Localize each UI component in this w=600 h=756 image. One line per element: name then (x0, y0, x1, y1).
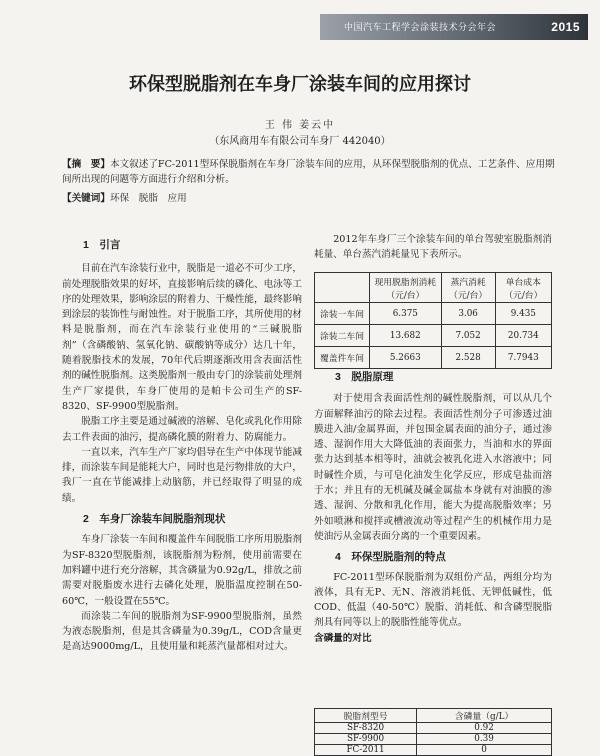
keywords-label: 【关键词】 (62, 193, 110, 204)
table-header-cell: 蒸汽消耗（元/台） (441, 273, 495, 303)
table-row (315, 303, 552, 325)
section-4-paragraph-1: FC-2011型环保脱脂剂为双组份产品，两组分均为液体，具有无P、无N、溶液消耗低、无钾低碱性，低COD、低温（40-50℃）脱脂、消耗低、和含磷型脱脂剂具有同等以上的脱脂性能等优点。 (314, 571, 552, 629)
table-cell: 覆盖件车间 (315, 347, 370, 369)
table-row (315, 745, 552, 756)
section-1-paragraph-3: 一直以来，汽车生产厂家均倡导在生产中体现节能减排，而涂装车间是能耗大户，同时也是污物排放的大户，我厂一直在节能减排上动脑筋，并已经取得了明显的成绩。 (62, 446, 302, 504)
table-row (315, 347, 552, 369)
section-1-paragraph-2: 脱脂工序主要是通过碱液的溶解、皂化或乳化作用除去工件表面的油污，提高磷化膜的附着力、防腐能力。 (62, 416, 302, 443)
keywords (62, 191, 562, 206)
left-column (62, 238, 302, 655)
abstract-text: 本文叙述了FC-2011型环保脱脂剂在车身厂涂装车间的应用，从环保型脱脂剂的优点、工艺条件、应用期间所出现的问题等方面进行介绍和分析。 (62, 159, 555, 185)
table-cell: 7.7943 (495, 347, 551, 369)
section-2-paragraph-2: 而涂装二车间的脱脂剂为SF-9900型脱脂剂，虽然为液态脱脂剂，但是其含磷量为0.39g/L，COD含量更是高达9000mg/L，且使用量和耗蒸汽量都相对过大。 (62, 610, 302, 653)
section-3-paragraph-1: 对于使用含表面活性剂的碱性脱脂剂，可以从几个方面解释油污的除去过程。表面活性剂分子可渗透过油膜进入油/金属界面，并包围金属表面的油分子，通过渗透、湿润作用大大降低油的表面张力，当油和水的界面张力达到基本相等时，油就会被乳化进入水溶液中；同时碱性介质，与可皂化油发生化学反应，形成皂盐而溶于水；并且有的无机碱及碱金属盐本身就有对油膜的渗透、湿润、分散和乳化作用，能大为提高脱脂效率；另外如喷淋和搅拌或槽液流动等过程产生的机械作用力是使油污从金属表面分离的一个重要因素。 (314, 393, 552, 542)
phosphorus-table-caption: 含磷量的对比 (314, 632, 372, 644)
table-header-row (315, 273, 552, 303)
keywords-text: 环保 脱脂 应用 (109, 193, 187, 204)
paper-affiliation: （东风商用车有限公司车身厂 442040） (209, 136, 391, 147)
table-header-cell: 现用脱脂剂消耗（元/台） (370, 273, 442, 303)
table-cell: 3.06 (441, 303, 495, 325)
table-row (315, 734, 552, 745)
table-cell: 0 (417, 745, 552, 756)
paper-title: 环保型脱脂剂在车身厂涂装车间的应用探讨 (129, 74, 471, 94)
table-cell: 5.2663 (370, 347, 442, 369)
right-column-body (314, 370, 552, 646)
table-cell: 9.435 (495, 303, 551, 325)
consumption-table (314, 272, 552, 369)
abstract (62, 157, 562, 187)
table-cell: 涂装二车间 (315, 325, 370, 347)
table-cell: 13.682 (370, 325, 442, 347)
paper-authors: 王 伟 姜云中 (264, 120, 336, 131)
section-4-heading: 4 环保型脱脂剂的特点 (335, 551, 446, 564)
table-cell: 0.39 (417, 734, 552, 745)
table-header-cell: 单台成本（元/台） (495, 273, 551, 303)
section-2-heading: 2 车身厂涂装车间脱脂剂现状 (83, 513, 226, 526)
table-cell: 20.734 (495, 325, 551, 347)
table-row (315, 325, 552, 347)
abstract-label: 【摘 要】 (62, 159, 110, 170)
phosphorus-table (314, 708, 552, 756)
section-3-heading: 3 脱脂原理 (335, 371, 394, 383)
table-cell: 7.052 (441, 325, 495, 347)
section-1-heading: 1 引言 (83, 239, 121, 251)
table-cell: 0.92 (417, 723, 552, 734)
journal-header-bar (320, 14, 588, 40)
table-header-cell (315, 273, 370, 303)
table-cell: SF-8320 (315, 723, 417, 734)
journal-name: 中国汽车工程学会涂装技术分会年会 (344, 22, 497, 32)
table-header-cell: 含磷量（g/L） (417, 709, 552, 723)
section-2-paragraph-1: 车身厂涂装一车间和覆盖件车间脱脂工序所用脱脂剂为SF-8320型脱脂剂，该脱脂剂为粉剂，使用前需要在加料罐中进行充分溶解，其含磷量为0.92g/L，排放之前需要对脱脂废水进行去磷化处理，脱脂温度控制在50-60℃，一般设置在55℃。 (62, 534, 302, 607)
section-1-paragraph-1: 目前在汽车涂装行业中，脱脂是一道必不可少工序，前处理脱脂效果的好坏，直接影响后续的磷化、电泳等工序的处理效果，影响涂层的附着力、干燥性能，最终影响到涂层的装饰性与耐蚀性。对于脱脂工序，其所使用的材料是脱脂剂，而在汽车涂装行业使用的“三碱脱脂剂”（含磷酸钠、氢氧化钠、碳酸钠等成分）达几十年，随着脱脂技术的发展，70年代后期逐渐改用含表面活性剂的碱性脱脂剂。这类脱脂剂一般由专门的涂装前处理剂生产厂家提供，车身厂使用的是帕卡公司生产的SF-8320、SF-9900型脱脂剂。 (62, 263, 302, 412)
table-cell: 6.375 (370, 303, 442, 325)
table-header-cell: 脱脂剂型号 (315, 709, 417, 723)
table-cell: 涂装一车间 (315, 303, 370, 325)
table-header-row (315, 709, 552, 723)
right-column-intro (314, 232, 552, 263)
table1-intro: 2012年车身厂三个涂装车间的单台驾驶室脱脂剂消耗量、单台蒸汽消耗量见下表所示。 (314, 234, 552, 261)
table-cell: 2.528 (441, 347, 495, 369)
journal-year: 2015 (551, 20, 580, 34)
table-row (315, 723, 552, 734)
table-cell: SF-9900 (315, 734, 417, 745)
table-cell: FC-2011 (315, 745, 417, 756)
